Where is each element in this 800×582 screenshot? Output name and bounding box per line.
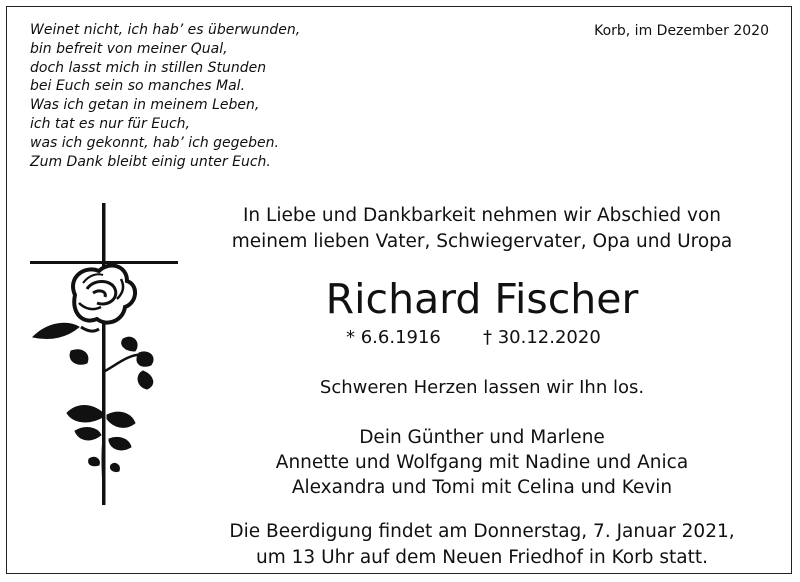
funeral-line: Die Beerdigung findet am Donnerstag, 7. Januar 2021, — [229, 521, 735, 542]
poem-line: bin befreit von meiner Qual, — [30, 40, 228, 57]
family-list — [202, 425, 762, 500]
intro-line: meinem lieben Vater, Schwiegervater, Opa und Uropa — [231, 231, 733, 252]
poem-line: ich tat es nur für Euch, — [30, 115, 190, 132]
farewell-line: Schweren Herzen lassen wir Ihn los. — [319, 377, 645, 398]
deceased-name: Richard Fischer — [325, 275, 639, 323]
poem — [30, 21, 300, 171]
cross-and-rose-ornament — [27, 203, 197, 523]
place-date: Korb, im Dezember 2020 — [594, 23, 769, 39]
funeral-info — [182, 519, 782, 570]
funeral-line: um 13 Uhr auf dem Neuen Friedhof in Korb statt. — [256, 546, 708, 568]
notice-frame — [6, 6, 792, 574]
intro-text — [202, 203, 762, 255]
rose-icon — [33, 266, 153, 505]
birth-date: * 6.6.1916 — [346, 327, 441, 348]
poem-line: doch lasst mich in stillen Stunden — [30, 59, 267, 76]
poem-line: Zum Dank bleibt einig unter Euch. — [30, 153, 271, 170]
family-line: Annette und Wolfgang mit Nadine und Anica — [275, 452, 689, 473]
intro-line: In Liebe und Dankbarkeit nehmen wir Abschied von — [242, 205, 722, 226]
poem-line: was ich gekonnt, hab’ ich gegeben. — [30, 134, 279, 151]
family-line: Dein Günther und Marlene — [359, 427, 605, 448]
death-date: † 30.12.2020 — [483, 327, 601, 348]
poem-line: Was ich getan in meinem Leben, — [30, 97, 260, 114]
poem-line: bei Euch sein so manches Mal. — [30, 78, 246, 95]
poem-line: Weinet nicht, ich hab’ es überwunden, — [30, 22, 301, 38]
family-line: Alexandra und Tomi mit Celina und Kevin — [291, 477, 673, 498]
